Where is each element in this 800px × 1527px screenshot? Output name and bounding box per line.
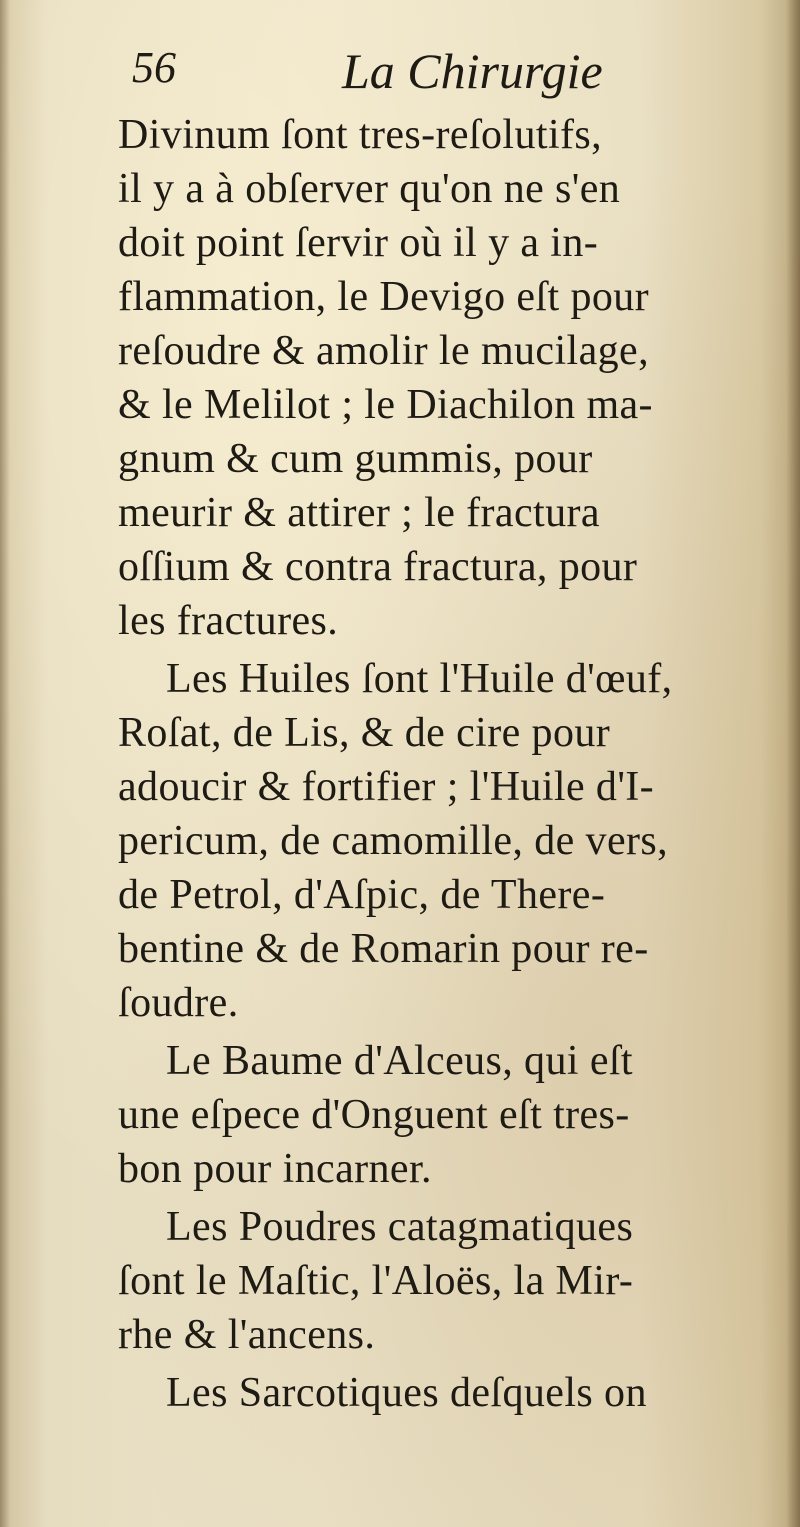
paragraph-start-line: Le Baume d'Alceus, qui eſt bbox=[166, 1038, 634, 1084]
page-edge-shadow-right bbox=[786, 0, 800, 1527]
page-edge-shadow-left bbox=[0, 0, 10, 1527]
page-header bbox=[132, 42, 692, 112]
body-text bbox=[118, 108, 786, 1420]
text-line: rhe & l'ancens. bbox=[118, 1312, 376, 1358]
text-line: meurir & attirer ; le fractura bbox=[118, 490, 600, 536]
text-line: adoucir & fortifier ; l'Huile d'I- bbox=[118, 764, 655, 810]
text-line: flammation, le Devigo eſt pour bbox=[118, 274, 650, 320]
text-line: pericum, de camomille, de vers, bbox=[118, 818, 669, 864]
text-line: bentine & de Romarin pour re- bbox=[118, 926, 649, 972]
text-line: une eſpece d'Onguent eſt tres- bbox=[118, 1092, 630, 1138]
paragraph-start-line: Les Poudres catagmatiques bbox=[166, 1204, 634, 1250]
text-line: doit point ſervir où il y a in- bbox=[118, 220, 599, 266]
running-title: La Chirurgie bbox=[342, 43, 603, 99]
text-line: de Petrol, d'Aſpic, de There- bbox=[118, 872, 606, 918]
text-line: ſoudre. bbox=[118, 980, 239, 1026]
text-line: les fractures. bbox=[118, 598, 339, 644]
paragraph-start-line: Les Huiles ſont l'Huile d'œuf, bbox=[166, 656, 673, 702]
text-line: Divinum ſont tres-reſolutifs, bbox=[118, 112, 603, 158]
text-line: & le Melilot ; le Diachilon ma- bbox=[118, 382, 653, 428]
text-line: il y a à obſerver qu'on ne s'en bbox=[118, 166, 621, 212]
text-line: bon pour incarner. bbox=[118, 1146, 432, 1192]
page-number: 56 bbox=[132, 43, 176, 92]
text-line: gnum & cum gummis, pour bbox=[118, 436, 593, 482]
paragraph-start-line: Les Sarcotiques deſquels on bbox=[166, 1370, 647, 1416]
text-line: reſoudre & amolir le mucilage, bbox=[118, 328, 649, 374]
text-line: ſont le Maſtic, l'Aloës, la Mir- bbox=[118, 1258, 634, 1304]
text-line: Roſat, de Lis, & de cire pour bbox=[118, 710, 611, 756]
text-line: oſſium & contra fractura, pour bbox=[118, 544, 638, 590]
